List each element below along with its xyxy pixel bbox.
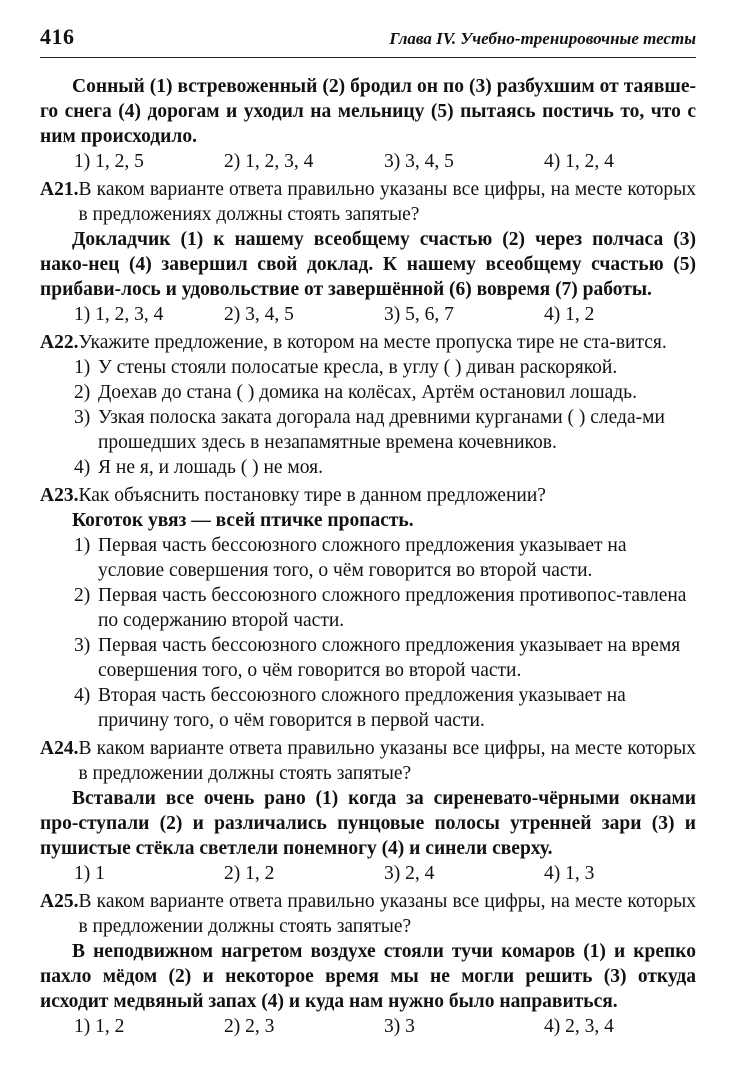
question-text: Укажите предложение, в котором на месте пропуска тире не ста-вится.	[78, 332, 667, 353]
option-number: 3)	[74, 407, 91, 428]
task-sentence: Коготок увяз — всей птичке пропасть.	[72, 510, 414, 531]
answer-option: 4) 1, 3	[544, 863, 595, 884]
answer-option: 3) 5, 6, 7	[384, 304, 454, 325]
option-item	[74, 405, 696, 455]
question-number: А21.	[40, 179, 79, 200]
question-number: А24.	[40, 738, 79, 759]
task-sentence: Вставали все очень рано (1) когда за сиреневато-чёрными окнами про-ступали (2) и различались пунцовые полосы утренней зари (3) и пушистые стёкла светлели понемногу (4) и синели сверху.	[40, 788, 696, 859]
answer-option: 1) 1, 2, 5	[74, 151, 144, 172]
answer-option: 2) 3, 4, 5	[224, 304, 294, 325]
answer-option: 3) 2, 4	[384, 863, 435, 884]
prev-task-sentence: Сонный (1) встревоженный (2) бродил он по (3) разбухшим от таявше-го снега (4) дорогам и уходил на мельницу (5) пытаясь постичь то, что с ним происходило.	[40, 76, 696, 147]
question-number: А23.	[40, 485, 79, 506]
option-number: 4)	[74, 685, 91, 706]
option-number: 4)	[74, 457, 91, 478]
option-item	[74, 533, 696, 583]
question-number: А22.	[40, 332, 79, 353]
answer-option: 2) 1, 2, 3, 4	[224, 151, 314, 172]
option-item	[74, 380, 696, 405]
question-number: А25.	[40, 891, 79, 912]
answer-option: 2) 1, 2	[224, 863, 275, 884]
prev-task-answers	[40, 149, 696, 174]
option-text: Узкая полоска заката догорала над древними курганами ( ) следа-ми прошедших здесь в незапамятные времена кочевников.	[98, 407, 665, 453]
option-number: 1)	[74, 357, 91, 378]
option-number: 3)	[74, 635, 91, 656]
answer-option: 4) 2, 3, 4	[544, 1016, 614, 1037]
page-number: 416	[40, 24, 75, 49]
option-text: Первая часть бессоюзного сложного предложения указывает на время совершения того, о чём говорится во второй части.	[98, 635, 681, 681]
option-text: Первая часть бессоюзного сложного предложения указывает на условие совершения того, о чём говорится во второй части.	[98, 535, 627, 581]
page-header	[40, 24, 696, 58]
answer-option: 3) 3, 4, 5	[384, 151, 454, 172]
question-a22	[40, 330, 696, 355]
option-text: Вторая часть бессоюзного сложного предложения указывает на причину того, о чём говорится в первой части.	[98, 685, 626, 731]
question-text: В каком варианте ответа правильно указаны все цифры, на месте которых в предложениях должны стоять запятые?	[78, 179, 696, 225]
answer-options	[40, 1014, 696, 1039]
answer-option: 4) 1, 2, 4	[544, 151, 614, 172]
option-text: Я не я, и лошадь ( ) не моя.	[98, 457, 323, 478]
answer-options	[40, 302, 696, 327]
option-item	[74, 355, 696, 380]
question-a24	[40, 736, 696, 786]
chapter-title: Глава IV. Учебно-тренировочные тесты	[389, 29, 696, 48]
option-item	[74, 633, 696, 683]
task-sentence: Докладчик (1) к нашему всеобщему счастью (2) через полчаса (3) нако-нец (4) завершил свой доклад. К нашему всеобщему счастью (5) прибави-лось и удовольствие от завершённой (6) вовремя (7) работы.	[40, 229, 696, 300]
question-text: В каком варианте ответа правильно указаны все цифры, на месте которых в предложении должны стоять запятые?	[78, 891, 696, 937]
option-text: Первая часть бессоюзного сложного предложения противопос-тавлена по содержанию второй части.	[98, 585, 687, 631]
answer-option: 1) 1, 2	[74, 1016, 125, 1037]
task-sentence: В неподвижном нагретом воздухе стояли тучи комаров (1) и крепко пахло мёдом (2) и некоторое время мы не могли решить (3) откуда исходит медвяный запах (4) и куда нам нужно было направиться.	[40, 941, 696, 1012]
answer-option: 3) 3	[384, 1016, 415, 1037]
answer-option: 1) 1, 2, 3, 4	[74, 304, 164, 325]
question-a25	[40, 889, 696, 939]
option-list	[40, 355, 696, 480]
answer-option: 2) 2, 3	[224, 1016, 275, 1037]
question-text: Как объяснить постановку тире в данном предложении?	[78, 485, 546, 506]
question-text: В каком варианте ответа правильно указаны все цифры, на месте которых в предложении должны стоять запятые?	[78, 738, 696, 784]
answer-option: 4) 1, 2	[544, 304, 595, 325]
answer-options	[40, 861, 696, 886]
question-a21	[40, 177, 696, 227]
option-text: Доехав до стана ( ) домика на колёсах, Артём остановил лошадь.	[98, 382, 637, 403]
option-number: 2)	[74, 382, 91, 403]
option-item	[74, 683, 696, 733]
option-number: 2)	[74, 585, 91, 606]
question-a23	[40, 483, 696, 508]
option-item	[74, 455, 696, 480]
option-number: 1)	[74, 535, 91, 556]
option-list	[40, 533, 696, 733]
option-text: У стены стояли полосатые кресла, в углу ( ) диван раскорякой.	[98, 357, 618, 378]
option-item	[74, 583, 696, 633]
answer-option: 1) 1	[74, 863, 105, 884]
